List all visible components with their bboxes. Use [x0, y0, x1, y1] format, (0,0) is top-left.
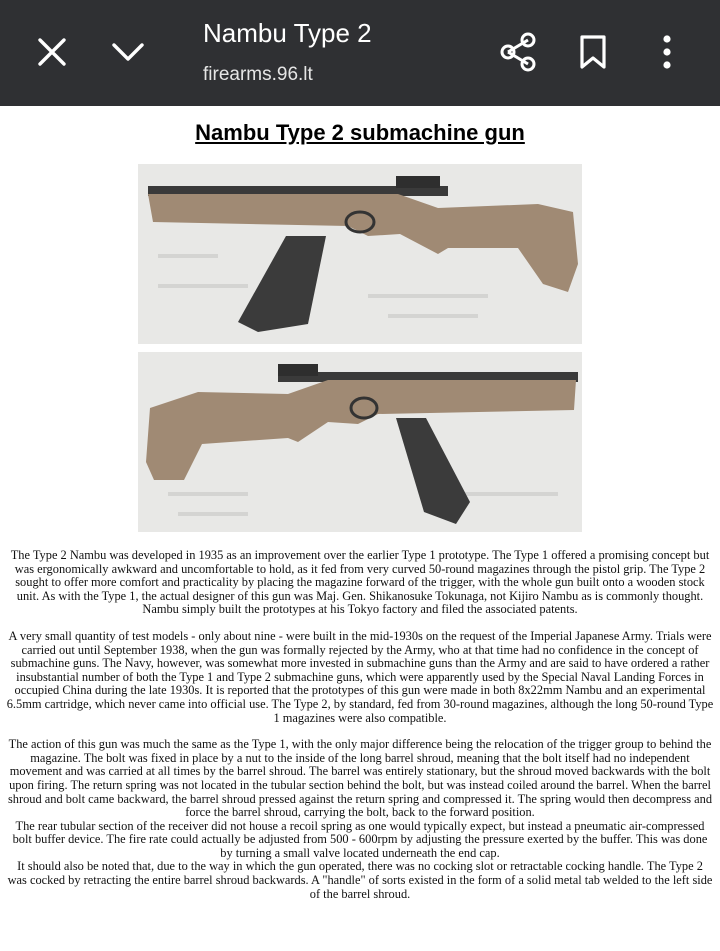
web-content	[0, 106, 720, 951]
article-paragraph: A very small quantity of test models - only about nine - were built in the mid-1930s on the request of the Imperial Japanese Army. Trials were carried out until September 1938, when the gun was formally rejected by the Army, who at that time had no confidence in the concept of submachine guns. The Navy, however, was somewhat more invested in submachine guns than the Army and are said to have ordered a rather insubstantial number of both the Type 1 and Type 2 submachine guns, which were apparently used by the Special Naval Landing Forces in occupied China during the late 1930s. It is reported that the prototypes of this gun were made in both 8x22mm Nambu and an experimental 6.5mm cartridge, which never came into official use. The Type 2, by standard, fed from 30-round magazines, although the long 50-round Type 1 magazines were also compatible.	[6, 628, 714, 725]
close-icon[interactable]	[28, 28, 76, 76]
share-icon[interactable]	[494, 28, 542, 76]
gun-photo-left-side	[138, 352, 582, 532]
article-body	[6, 549, 714, 901]
page-title-toolbar: Nambu Type 2	[203, 18, 372, 48]
article-paragraph: The Type 2 Nambu was developed in 1935 as an improvement over the earlier Type 1 prototype. The Type 1 offered a promising concept but was ergonomically awkward and uncomfortable to hold, as it fed from very curved 50-round magazines through the pistol grip. The Type 2 sought to offer more comfort and practicality by placing the magazine forward of the trigger, with the whole gun built onto a wooden stock unit. As with the Type 1, the actual designer of this gun was Maj. Gen. Shikanosuke Tokunaga, not Kijiro Nambu as is commonly thought. Nambu simply built the prototypes at his Tokyo factory and filed the associated patents.	[10, 548, 710, 617]
article-title: Nambu Type 2 submachine gun	[195, 120, 525, 145]
browser-toolbar	[0, 0, 720, 106]
more-vert-icon[interactable]	[643, 28, 691, 76]
chevron-down-icon[interactable]	[104, 28, 152, 76]
article-paragraph: The rear tubular section of the receiver did not house a recoil spring as one would typically expect, but instead a pneumatic air-compressed bolt buffer device. The fire rate could actually be adjusted from 500 - 600rpm by adjusting the pressure exerted by the buffer. This was done by turning a small valve located underneath the end cap.	[12, 818, 708, 860]
article-paragraph: The action of this gun was much the same as the Type 1, with the only major difference being the relocation of the trigger group to behind the magazine. The bolt was fixed in place by a nut to the inside of the long barrel shroud, meaning that the bolt itself had no independent movement and was carried at all times by the barrel shroud. The barrel was entirely stationary, but the shroud moved backwards with the bolt upon firing. The return spring was not located in the tubular section behind the bolt, but was instead coiled around the barrel. When the barrel shroud and bolt came backward, the barrel shroud pressed against the return spring and compressed it. The spring would then decompress and force the barrel shroud, carrying the bolt, back to the forward position.	[7, 737, 713, 820]
bookmark-icon[interactable]	[569, 28, 617, 76]
gun-photo-right-side	[138, 164, 582, 344]
page-url[interactable]: firearms.96.lt	[203, 64, 313, 85]
article-paragraph: It should also be noted that, due to the way in which the gun operated, there was no cocking slot or retractable cocking handle. The Type 2 was cocked by retracting the entire barrel shroud backwards. A "handle" of sorts existed in the form of a solid metal tab welded to the left side of the barrel shroud.	[7, 859, 713, 901]
